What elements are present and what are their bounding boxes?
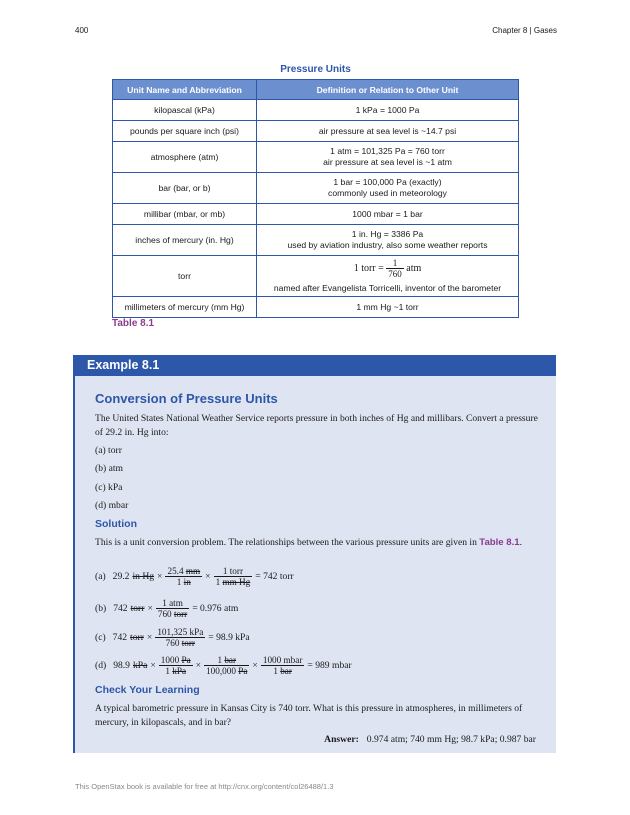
conversion-fraction xyxy=(159,655,193,676)
table-row xyxy=(113,225,519,256)
denominator-value: 1 xyxy=(215,577,221,587)
table-reference-link[interactable]: Table 8.1 xyxy=(479,537,520,548)
table-row xyxy=(113,142,519,173)
definition-line: 1 atm = 101,325 Pa = 760 torr xyxy=(330,146,445,156)
chapter-header: Chapter 8 | Gases xyxy=(492,26,557,35)
unit-cell: inches of mercury (in. Hg) xyxy=(113,225,257,256)
times-sign: × xyxy=(147,603,153,614)
times-sign: × xyxy=(252,660,258,671)
conversion-fraction xyxy=(155,627,205,648)
solution-text xyxy=(95,536,540,550)
definition-cell: air pressure at sea level is ~14.7 psi xyxy=(257,121,519,142)
equation-lhs: 1 torr = xyxy=(353,262,384,274)
cancelled-unit: kPa xyxy=(132,660,148,671)
fraction-denominator xyxy=(165,577,202,587)
table-row xyxy=(113,204,519,225)
cancelled-unit: in Hg xyxy=(132,571,155,582)
definition-cell xyxy=(257,142,519,173)
unit-cell: torr xyxy=(113,256,257,297)
conversion-fraction xyxy=(156,598,189,619)
page-number: 400 xyxy=(75,26,89,35)
numerator-value: 1000 xyxy=(160,655,180,665)
definition-line: 1 in. Hg = 3386 Pa xyxy=(351,229,424,239)
calc-result: = 0.976 atm xyxy=(192,603,239,614)
calculation-a xyxy=(95,566,294,587)
conversion-fraction xyxy=(165,566,202,587)
table-row xyxy=(113,100,519,121)
option-item: (a) torr xyxy=(95,445,122,456)
answer-line xyxy=(324,734,536,745)
check-learning-heading: Check Your Learning xyxy=(95,684,200,696)
cancelled-unit: bar xyxy=(280,666,292,676)
cancelled-unit: bar xyxy=(224,655,237,665)
calc-result: = 98.9 kPa xyxy=(208,632,250,643)
unit-cell: pounds per square inch (psi) xyxy=(113,121,257,142)
times-sign: × xyxy=(205,571,211,582)
definition-cell: 1000 mbar = 1 bar xyxy=(257,204,519,225)
fraction-numerator xyxy=(165,566,202,577)
denominator-value: 760 xyxy=(157,609,172,619)
numerator-value: 25.4 xyxy=(167,566,184,576)
denominator-value: 1 xyxy=(165,666,170,676)
cancelled-unit: torr xyxy=(173,609,188,619)
example-title: Conversion of Pressure Units xyxy=(95,391,278,406)
definition-line: used by aviation industry, also some weather reports xyxy=(287,240,488,250)
table-row xyxy=(113,173,519,204)
fraction-denominator xyxy=(155,638,205,648)
fraction-denominator xyxy=(159,666,193,676)
solution-heading: Solution xyxy=(95,518,137,530)
calculation-c xyxy=(95,627,250,648)
calc-label: (c) xyxy=(95,632,106,643)
option-item: (d) mbar xyxy=(95,500,129,511)
unit-cell: bar (bar, or b) xyxy=(113,173,257,204)
example-header: Example 8.1 xyxy=(75,355,556,376)
definition-line: 1 bar = 100,000 Pa (exactly) xyxy=(333,177,442,187)
fraction-denominator xyxy=(214,577,253,587)
example-box xyxy=(73,355,556,753)
calc-result: = 742 torr xyxy=(255,571,294,582)
cancelled-unit: torr xyxy=(130,632,144,643)
times-sign: × xyxy=(146,632,153,643)
option-item: (c) kPa xyxy=(95,482,123,493)
denominator-value: 1 xyxy=(273,666,278,676)
fraction-denominator xyxy=(204,666,249,676)
conversion-fraction xyxy=(261,655,305,676)
cancelled-unit: in xyxy=(183,577,191,587)
cancelled-unit: mm xyxy=(185,566,201,576)
table-title: Pressure Units xyxy=(280,64,351,75)
denominator-value: 760 xyxy=(165,638,180,648)
table-row xyxy=(113,256,519,297)
calc-label: (d) xyxy=(95,660,107,671)
fraction xyxy=(386,258,404,279)
unit-cell: millibar (mbar, or mb) xyxy=(113,204,257,225)
times-sign: × xyxy=(150,660,156,671)
times-sign: × xyxy=(195,660,202,671)
torr-equation xyxy=(261,258,514,279)
calculation-d xyxy=(95,655,352,676)
calc-label: (a) xyxy=(95,571,106,582)
definition-line: air pressure at sea level is ~1 atm xyxy=(323,157,452,167)
fraction-numerator: 1 atm xyxy=(156,598,189,609)
definition-cell xyxy=(257,256,519,297)
calc-label: (b) xyxy=(95,603,107,614)
fraction-numerator: 1 torr xyxy=(214,566,253,577)
fraction-denominator: 760 xyxy=(388,269,402,279)
option-item: (b) atm xyxy=(95,463,123,474)
definition-cell xyxy=(257,173,519,204)
denominator-value: 100,000 xyxy=(206,666,236,676)
calc-start-value: 742 xyxy=(112,632,128,643)
calculation-b xyxy=(95,598,238,619)
fraction-numerator xyxy=(204,655,249,666)
answer-label: Answer: xyxy=(324,734,359,745)
answer-text: 0.974 atm; 740 mm Hg; 98.7 kPa; 0.987 bar xyxy=(366,734,536,745)
conversion-fraction xyxy=(204,655,249,676)
table-header-row xyxy=(113,80,519,100)
table-caption: Table 8.1 xyxy=(112,318,155,329)
pressure-units-table xyxy=(112,79,519,318)
table-row xyxy=(113,121,519,142)
unit-cell: millimeters of mercury (mm Hg) xyxy=(113,297,257,318)
column-header: Definition or Relation to Other Unit xyxy=(257,80,519,100)
cancelled-unit: Pa xyxy=(181,655,191,665)
definition-line: commonly used in meteorology xyxy=(328,188,447,198)
check-learning-text: A typical barometric pressure in Kansas City is 740 torr. What is this pressure in atmospheres, in millimeters of mercury, in kilopascals, and in bar? xyxy=(95,703,523,728)
calc-result: = 989 mbar xyxy=(307,660,352,671)
unit-cell: kilopascal (kPa) xyxy=(113,100,257,121)
conversion-fraction xyxy=(214,566,253,587)
definition-cell xyxy=(257,225,519,256)
fraction-denominator xyxy=(261,666,305,676)
unit-cell: atmosphere (atm) xyxy=(113,142,257,173)
cancelled-unit: torr xyxy=(181,638,195,648)
solution-sentence: This is a unit conversion problem. The relationships between the various pressure units are given in xyxy=(95,537,477,548)
equation-unit: atm xyxy=(406,262,422,274)
numerator-value: 1 xyxy=(217,655,223,665)
cancelled-unit: torr xyxy=(130,603,145,614)
cancelled-unit: mm Hg xyxy=(222,577,251,587)
solution-period: . xyxy=(519,537,523,548)
calc-start-value: 98.9 xyxy=(113,660,130,671)
column-header: Unit Name and Abbreviation xyxy=(113,80,257,100)
calc-start-value: 29.2 xyxy=(112,571,130,582)
calc-start-value: 742 xyxy=(113,603,128,614)
fraction-numerator: 101,325 kPa xyxy=(157,627,204,637)
fraction-numerator xyxy=(159,655,193,666)
definition-line: named after Evangelista Torricelli, inventor of the barometer xyxy=(273,283,502,293)
fraction-numerator: 1 xyxy=(386,258,404,269)
definition-cell: 1 mm Hg ~1 torr xyxy=(257,297,519,318)
footer-note: This OpenStax book is available for free at http://cnx.org/content/col26488/1.3 xyxy=(75,782,334,791)
denominator-value: 1 xyxy=(176,577,182,587)
definition-cell: 1 kPa = 1000 Pa xyxy=(257,100,519,121)
table-row xyxy=(113,297,519,318)
cancelled-unit: kPa xyxy=(172,666,187,676)
times-sign: × xyxy=(157,571,163,582)
example-intro: The United States National Weather Service reports pressure in both inches of Hg and millibars. Convert a pressure of 29.2 in. Hg into: xyxy=(95,413,538,438)
fraction-numerator: 1000 mbar xyxy=(262,655,303,665)
cancelled-unit: Pa xyxy=(238,666,248,676)
fraction-denominator xyxy=(156,609,189,619)
